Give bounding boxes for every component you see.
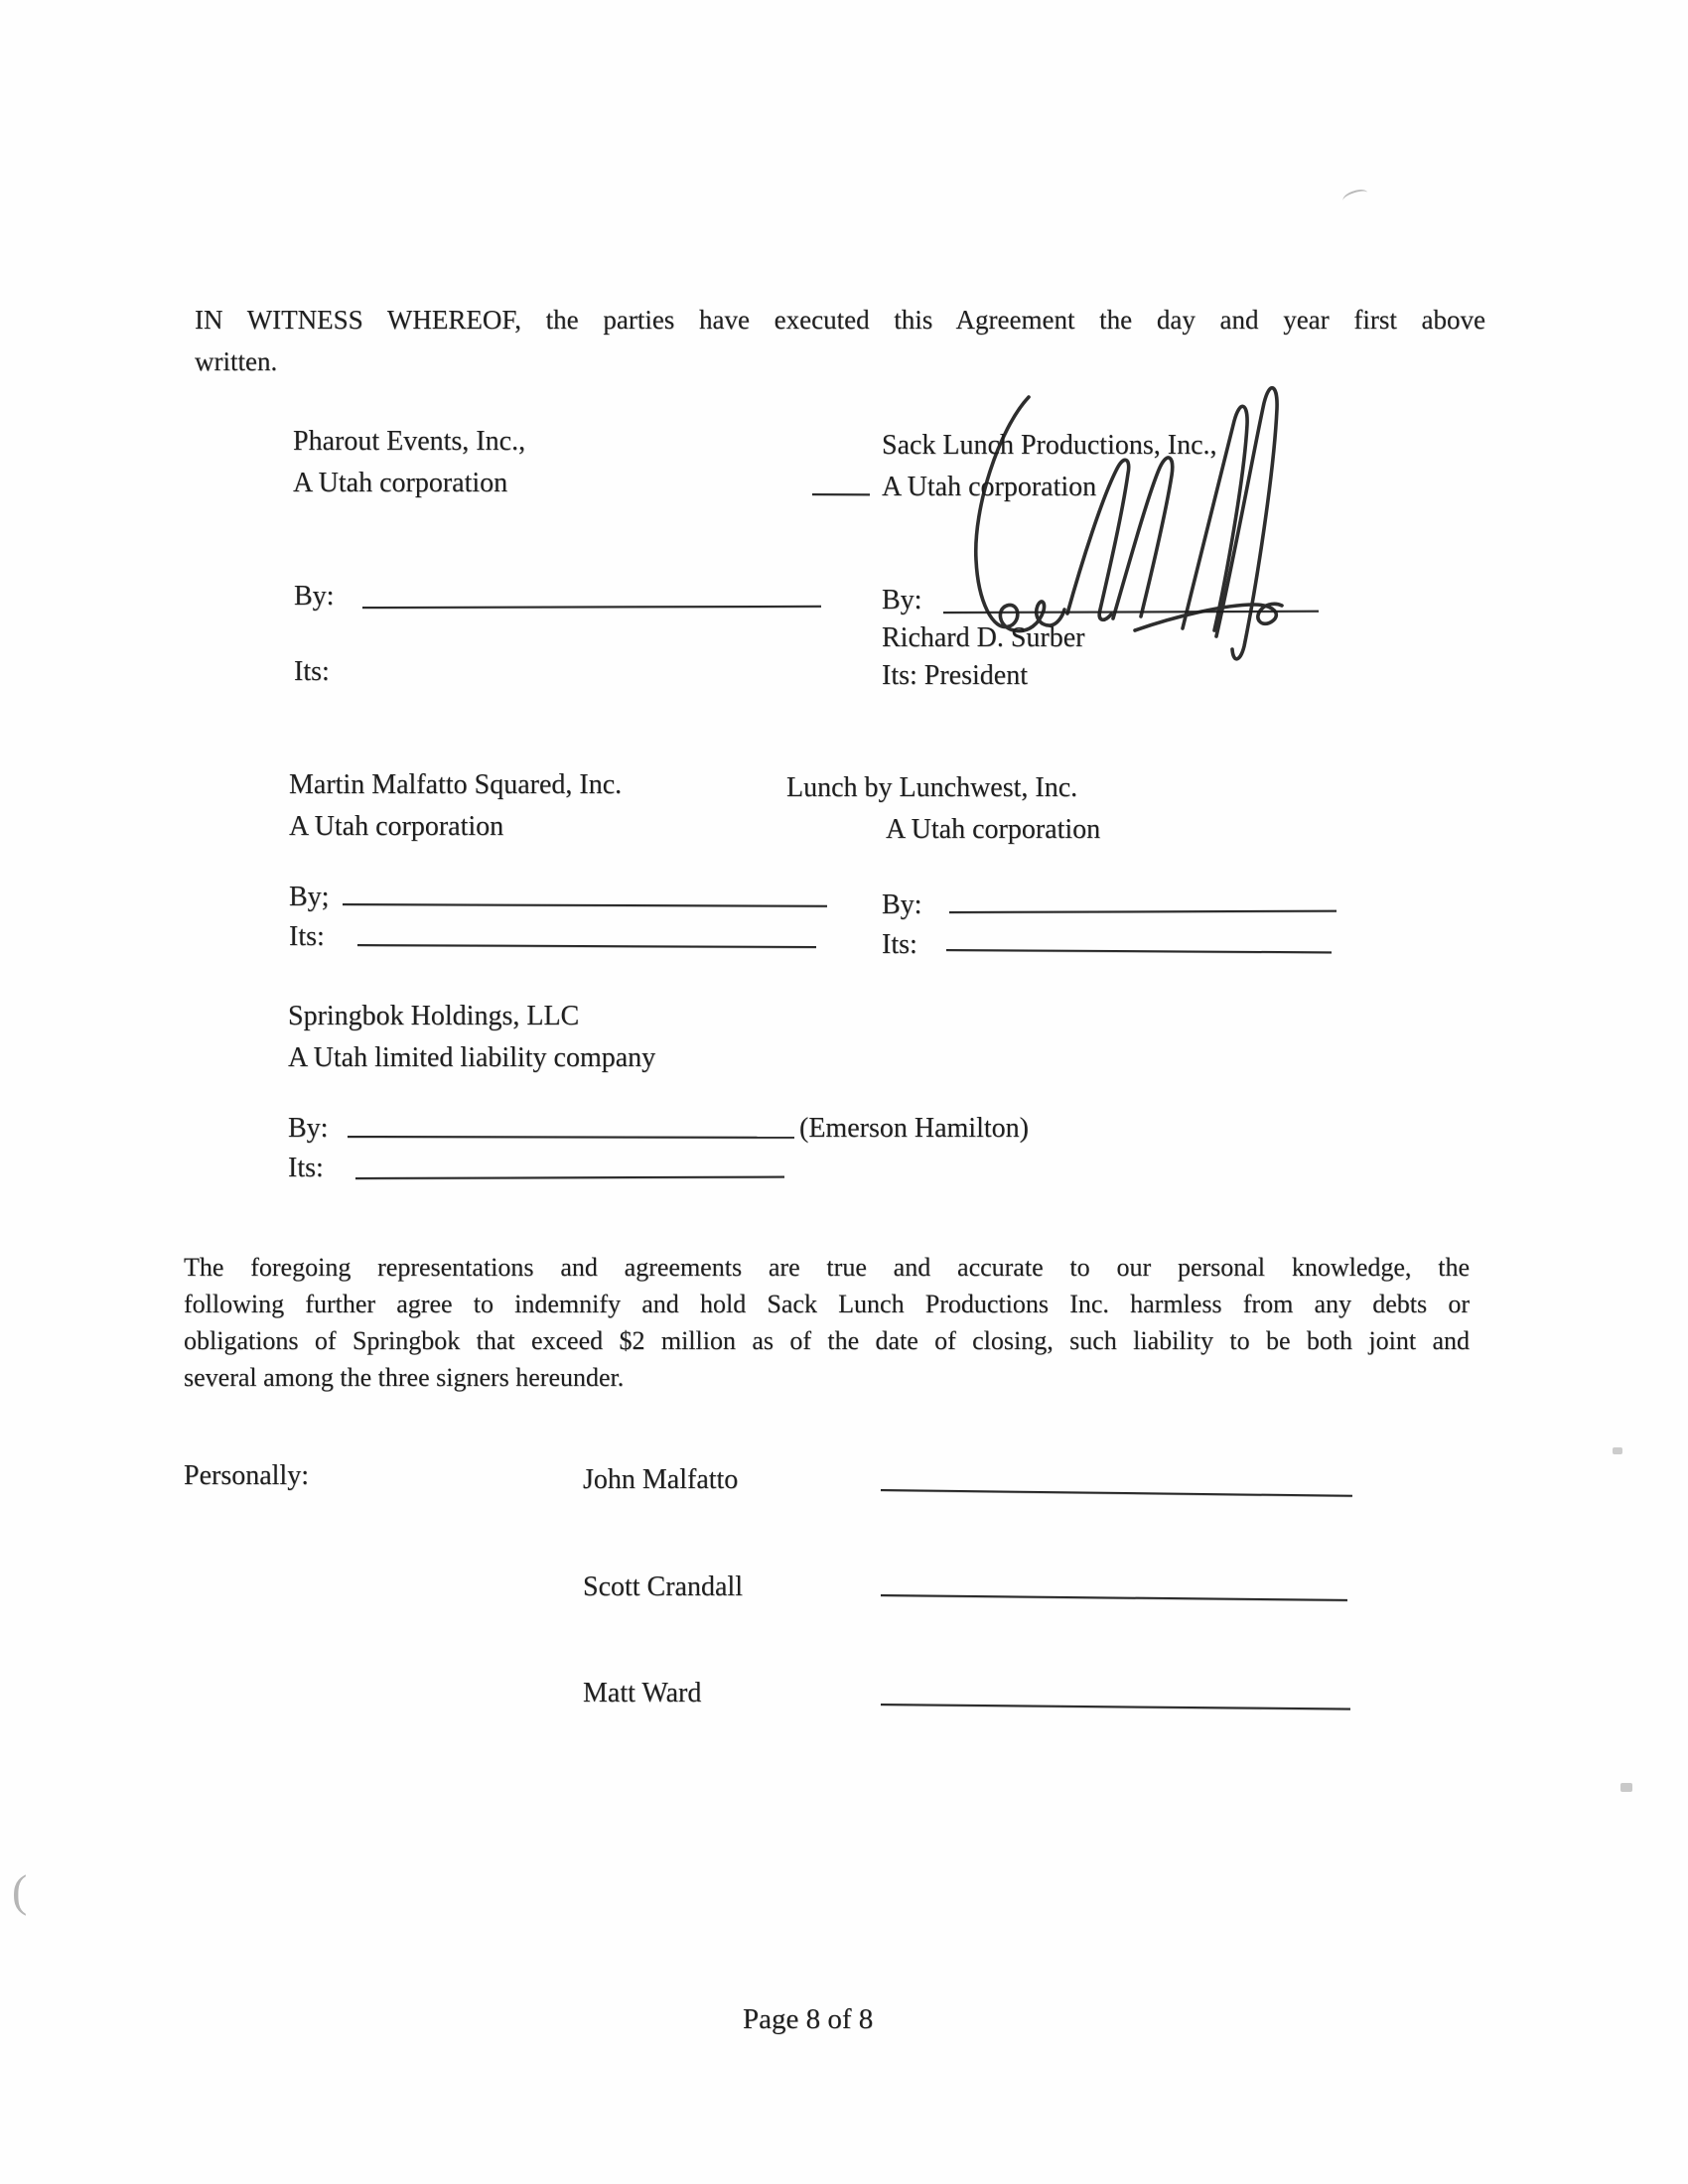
scan-artifact-dot-2 (1620, 1783, 1632, 1792)
intro-line-2: written. (195, 346, 278, 376)
personal-signer-name-3: Matt Ward (583, 1678, 702, 1708)
lunchwest-its-line (946, 949, 1332, 953)
indemnity-line-1: The foregoing representations and agreements are true and accurate to our personal knowledge, the (184, 1253, 1470, 1282)
lunchwest-by-signature-line (949, 910, 1336, 913)
springbok-by-label: By: (288, 1113, 329, 1144)
indemnity-line-3: obligations of Springbok that exceed $2 million as of the date of closing, such liability to be both joint and (184, 1326, 1470, 1355)
lunchwest-its-label: Its: (882, 929, 917, 960)
malfatto-by-label: By; (289, 882, 330, 912)
scan-artifact-top-right (1341, 187, 1369, 205)
lunchwest-by-label: By: (882, 889, 922, 920)
lunchwest-entity-type: A Utah corporation (886, 814, 1101, 845)
springbok-its-label: Its: (288, 1153, 324, 1183)
lunchwest-company-name: Lunch by Lunchwest, Inc. (786, 772, 1078, 803)
malfatto-by-signature-line (343, 903, 827, 907)
springbok-entity-type: A Utah limited liability company (288, 1042, 656, 1073)
richard-surber-handwritten-signature (943, 377, 1321, 675)
pharout-by-label: By: (294, 581, 335, 612)
intro-line-1: IN WITNESS WHEREOF, the parties have executed this Agreement the day and year first above (195, 305, 1485, 335)
sacklunch-entity-type: A Utah corporation (882, 472, 1097, 502)
scan-artifact-dot-1 (1613, 1447, 1622, 1454)
scan-artifact-bracket: ( (12, 1865, 28, 1916)
sacklunch-its-label: Its: President (882, 660, 1028, 691)
personally-label: Personally: (184, 1460, 309, 1491)
personal-signer-name-2: Scott Crandall (583, 1571, 743, 1602)
pharout-entity-type: A Utah corporation (293, 468, 508, 498)
page-number-footer: Page 8 of 8 (743, 2003, 874, 2035)
personal-signer-name-1: John Malfatto (583, 1464, 739, 1495)
springbok-by-signature-line (348, 1136, 794, 1139)
pharout-by-signature-line (362, 606, 821, 609)
malfatto-its-label: Its: (289, 921, 325, 952)
malfatto-entity-type: A Utah corporation (289, 811, 504, 842)
springbok-company-name: Springbok Holdings, LLC (288, 1001, 580, 1031)
springbok-its-line (355, 1175, 784, 1179)
malfatto-company-name: Martin Malfatto Squared, Inc. (289, 769, 623, 800)
springbok-by-note: (Emerson Hamilton) (799, 1113, 1029, 1144)
sacklunch-by-label: By: (882, 585, 922, 615)
personal-signature-line-1 (881, 1489, 1352, 1497)
sacklunch-signer-name: Richard D. Surber (882, 622, 1085, 653)
malfatto-its-line (357, 944, 816, 948)
sacklunch-entity-underscore (812, 493, 870, 495)
pharout-its-label: Its: (294, 656, 330, 687)
pharout-company-name: Pharout Events, Inc., (293, 426, 526, 457)
sacklunch-company-name: Sack Lunch Productions, Inc., (882, 430, 1217, 461)
indemnity-line-4: several among the three signers hereunder. (184, 1363, 625, 1392)
personal-signature-line-3 (881, 1704, 1350, 1710)
indemnity-line-2: following further agree to indemnify and hold Sack Lunch Productions Inc. harmless from any debts or (184, 1290, 1470, 1318)
personal-signature-line-2 (881, 1594, 1347, 1601)
